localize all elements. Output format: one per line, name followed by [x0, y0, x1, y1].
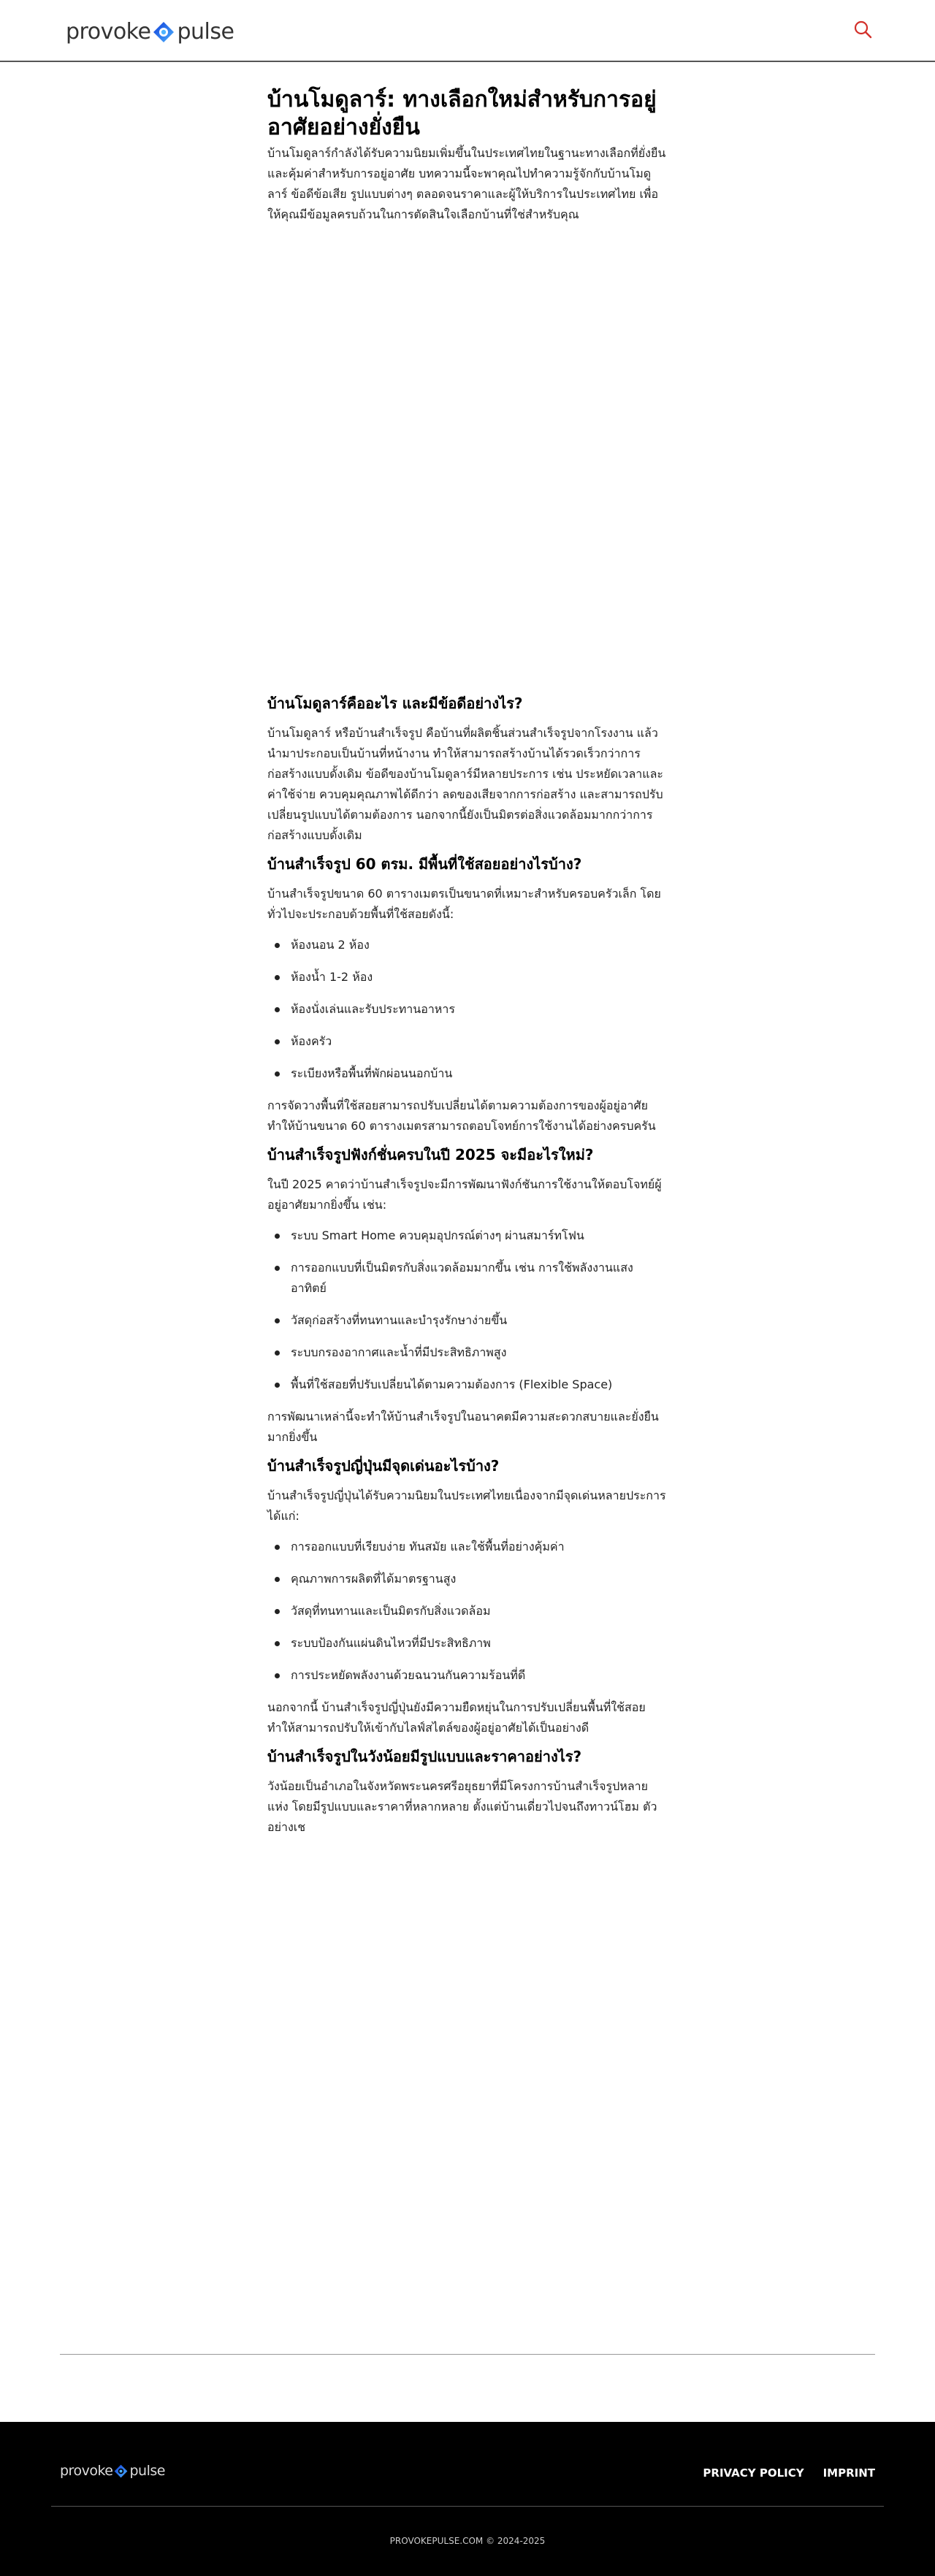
site-header: [0, 0, 935, 62]
bullet-list: [267, 1226, 666, 1395]
section-paragraph: นอกจากนี้ บ้านสำเร็จรูปญี่ปุ่นยังมีความยืดหยุ่นในการปรับเปลี่ยนพื้นที่ใช้สอย ทำให้สามารถปรับให้เข้ากับไลฟ์สไตล์ของผู้อยู่อาศัยได้เป็นอย่างดี: [267, 1700, 646, 1735]
copyright-text: PROVOKEPULSE.COM © 2024-2025: [389, 2536, 546, 2546]
section-heading: บ้านสำเร็จรูปฟังก์ชั่นครบในปี 2025 จะมีอะไรใหม่?: [267, 1146, 594, 1163]
section-heading: บ้านโมดูลาร์คืออะไร และมีข้อดีอย่างไร?: [267, 695, 523, 712]
brand-logo[interactable]: [66, 19, 234, 45]
list-item: ห้องนั่งเล่นและรับประทานอาหาร: [267, 999, 666, 1020]
list-item: พื้นที่ใช้สอยที่ปรับเปลี่ยนได้ตามความต้องการ (Flexible Space): [267, 1375, 666, 1395]
article-sections: [267, 692, 666, 1838]
section-paragraph: บ้านสำเร็จรูปญี่ปุ่นได้รับความนิยมในประเทศไทยเนื่องจากมีจุดเด่นหลายประการ ได้แก่:: [267, 1488, 666, 1523]
list-item: ระบบป้องกันแผ่นดินไหวที่มีประสิทธิภาพ: [267, 1633, 666, 1654]
list-item: การประหยัดพลังงานด้วยฉนวนกันความร้อนที่ดี: [267, 1665, 666, 1686]
list-item: ระบบ Smart Home ควบคุมอุปกรณ์ต่างๆ ผ่านสมาร์ทโฟน: [267, 1226, 666, 1246]
list-item: การออกแบบที่เรียบง่าย ทันสมัย และใช้พื้นที่อย่างคุ้มค่า: [267, 1537, 666, 1557]
content-divider: [60, 2354, 875, 2355]
search-button[interactable]: [851, 18, 876, 42]
section-paragraph: การจัดวางพื้นที่ใช้สอยสามารถปรับเปลี่ยนได้ตามความต้องการของผู้อยู่อาศัย ทำให้บ้านขนาด 60 ตารางเมตรสามารถตอบโจทย์การใช้งานได้อย่างครบครัน: [267, 1098, 656, 1133]
bullet-list: [267, 1537, 666, 1686]
list-item: วัสดุก่อสร้างที่ทนทานและบำรุงรักษาง่ายขึ้น: [267, 1310, 666, 1331]
section-heading: บ้านสำเร็จรูปในวังน้อยมีรูปแบบและราคาอย่างไร?: [267, 1748, 582, 1765]
brand-word-left: provoke: [66, 19, 151, 45]
section-paragraph: ในปี 2025 คาดว่าบ้านสำเร็จรูปจะมีการพัฒนาฟังก์ชันการใช้งานให้ตอบโจทย์ผู้อยู่อาศัยมากยิ่งขึ้น เช่น:: [267, 1177, 662, 1212]
bullet-list: [267, 935, 666, 1084]
section-paragraph: วังน้อยเป็นอำเภอในจังหวัดพระนครศรีอยุธยาที่มีโครงการบ้านสำเร็จรูปหลายแห่ง โดยมีรูปแบบและราคาที่หลากหลาย ตั้งแต่บ้านเดี่ยวไปจนถึงทาวน์โฮม ตัวอย่างเช: [267, 1779, 657, 1834]
search-icon: [851, 18, 876, 42]
article: [267, 86, 666, 1838]
footer-brand-word-left: provoke: [60, 2463, 113, 2479]
section-paragraph: บ้านสำเร็จรูปขนาด 60 ตารางเมตรเป็นขนาดที่เหมาะสำหรับครอบครัวเล็ก โดยทั่วไปจะประกอบด้วยพื้นที่ใช้สอยดังนี้:: [267, 887, 661, 921]
list-item: การออกแบบที่เป็นมิตรกับสิ่งแวดล้อมมากขึ้น เช่น การใช้พลังงานแสงอาทิตย์: [267, 1258, 666, 1299]
section-paragraph: บ้านโมดูลาร์ หรือบ้านสำเร็จรูป คือบ้านที่ผลิตชิ้นส่วนสำเร็จรูปจากโรงงาน แล้วนำมาประกอบเป็นบ้านที่หน้างาน ทำให้สามารถสร้างบ้านได้รวดเร็วกว่าการก่อสร้างแบบดั้งเดิม ข้อดีของบ้านโมดูลาร์มีหลายประการ เช่น ประหยัดเวลาและค่าใช้จ่าย ควบคุมคุณภาพได้ดีกว่า ลดของเสียจากการก่อสร้าง และสามารถปรับเปลี่ยนรูปแบบได้ตามต้องการ นอกจากนี้ยังเป็นมิตรต่อสิ่งแวดล้อมมากกว่าการก่อสร้างแบบดั้งเดิม: [267, 726, 663, 842]
section-heading: บ้านสำเร็จรูปญี่ปุ่นมีจุดเด่นอะไรบ้าง?: [267, 1457, 500, 1475]
footer-logo[interactable]: [60, 2462, 165, 2480]
section-paragraph: การพัฒนาเหล่านี้จะทำให้บ้านสำเร็จรูปในอนาคตมีความสะดวกสบายและยั่งยืนมากยิ่งขึ้น: [267, 1410, 659, 1444]
list-item: คุณภาพการผลิตที่ได้มาตรฐานสูง: [267, 1569, 666, 1589]
ad-placeholder: [267, 225, 666, 685]
article-intro: บ้านโมดูลาร์กำลังได้รับความนิยมเพิ่มขึ้นในประเทศไทยในฐานะทางเลือกที่ยั่งยืนและคุ้มค่าสำหรับการอยู่อาศัย บทความนี้จะพาคุณไปทำความรู้จักกับบ้านโมดูลาร์ ข้อดีข้อเสีย รูปแบบต่างๆ ตลอดจนราคาและผู้ให้บริการในประเทศไทย เพื่อให้คุณมีข้อมูลครบถ้วนในการตัดสินใจเลือกบ้านที่ใช่สำหรับคุณ: [267, 146, 666, 221]
list-item: ห้องน้ำ 1-2 ห้อง: [267, 967, 666, 987]
brand-mark-icon: [153, 21, 175, 43]
list-item: ระบบกรองอากาศและน้ำที่มีประสิทธิภาพสูง: [267, 1342, 666, 1363]
list-item: ห้องนอน 2 ห้อง: [267, 935, 666, 955]
article-title: บ้านโมดูลาร์: ทางเลือกใหม่สำหรับการอยู่อาศัยอย่างยั่งยืน: [267, 87, 657, 140]
brand-word-right: pulse: [177, 19, 234, 45]
list-item: ระเบียงหรือพื้นที่พักผ่อนนอกบ้าน: [267, 1063, 666, 1084]
footer-brand-mark-icon: [114, 2464, 128, 2478]
section-heading: บ้านสำเร็จรูป 60 ตรม. มีพื้นที่ใช้สอยอย่างไรบ้าง?: [267, 855, 582, 873]
list-item: ห้องครัว: [267, 1031, 666, 1052]
site-footer: [0, 2422, 935, 2576]
imprint-link[interactable]: IMPRINT: [823, 2466, 875, 2480]
footer-divider: [51, 2506, 884, 2507]
list-item: วัสดุที่ทนทานและเป็นมิตรกับสิ่งแวดล้อม: [267, 1601, 666, 1621]
footer-brand-word-right: pulse: [129, 2463, 165, 2479]
footer-nav: [703, 2466, 875, 2480]
privacy-policy-link[interactable]: PRIVACY POLICY: [703, 2466, 804, 2480]
